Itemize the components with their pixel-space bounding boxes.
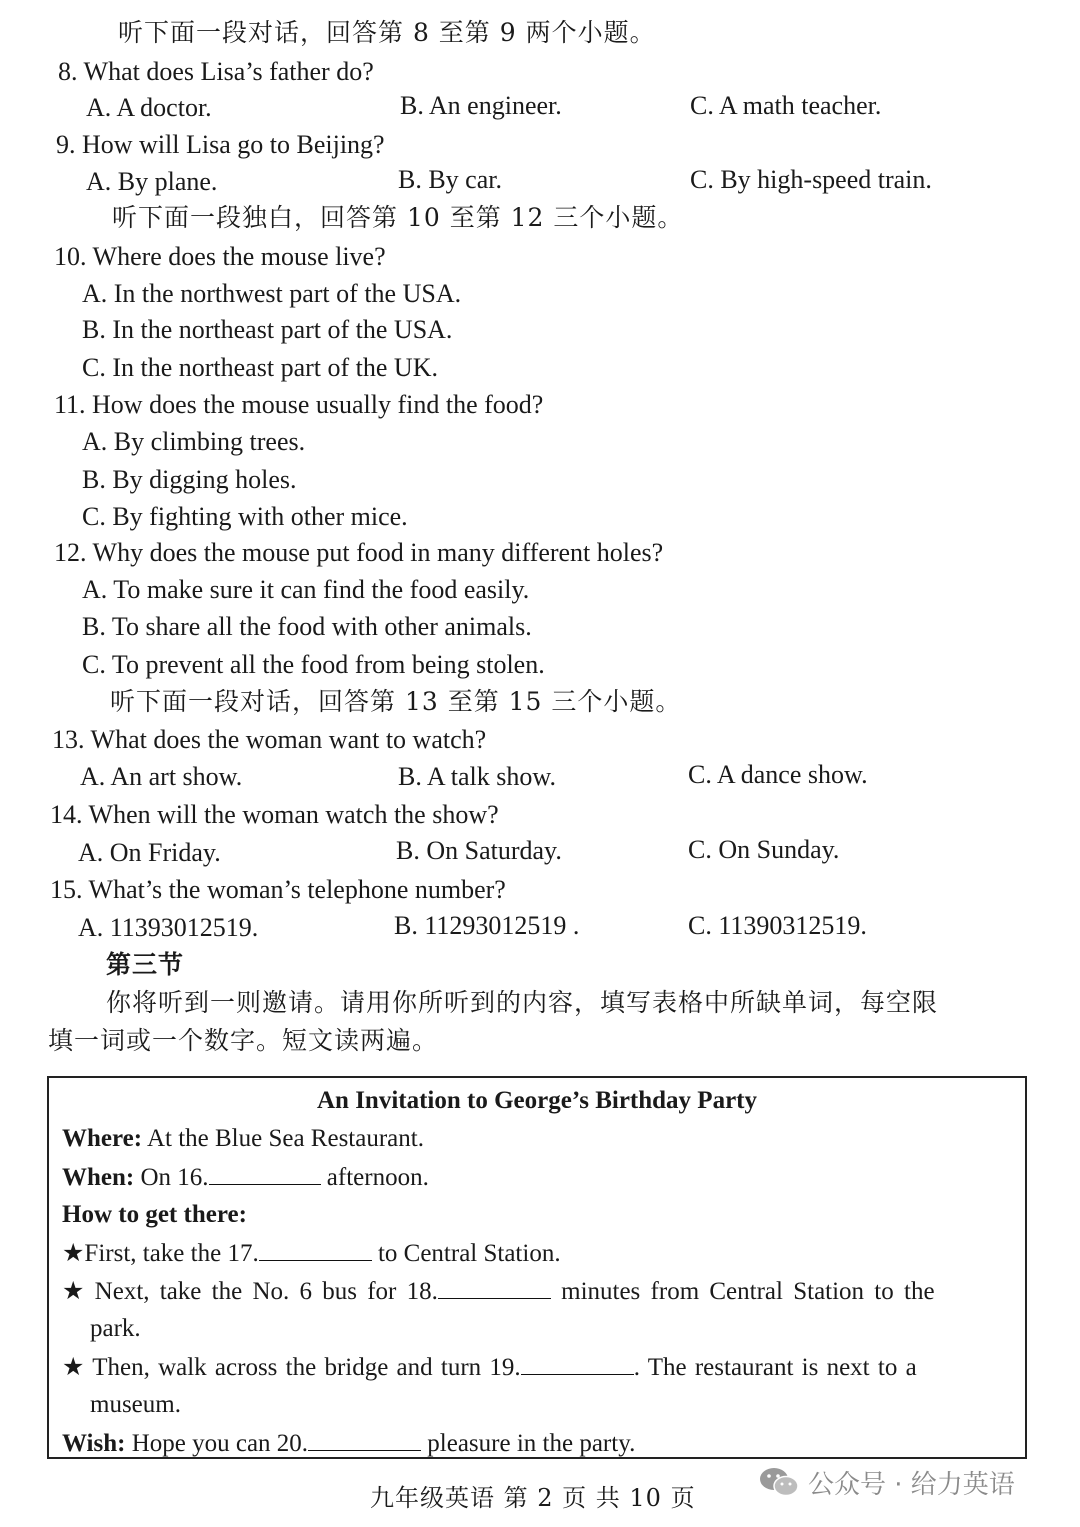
question-14: 14. When will the woman watch the show? xyxy=(50,800,499,829)
step3-continued: museum. xyxy=(90,1391,181,1418)
q12-option-c: C. To prevent all the food from being stolen. xyxy=(82,650,545,679)
page-footer: 九年级英语 第 2 页 共 10 页 xyxy=(370,1484,696,1512)
watermark-text: 公众号 · 给力英语 xyxy=(808,1469,1015,1500)
q12-option-a: A. To make sure it can find the food easily. xyxy=(82,575,530,604)
question-10: 10. Where does the mouse live? xyxy=(54,242,386,271)
q8-option-a: A. A doctor. xyxy=(86,93,212,122)
invitation-title: An Invitation to George’s Birthday Party xyxy=(316,1087,757,1114)
question-15: 15. What’s the woman’s telephone number? xyxy=(50,875,506,904)
question-9: 9. How will Lisa go to Beijing? xyxy=(56,130,385,159)
q14-option-a: A. On Friday. xyxy=(78,838,221,867)
blank-19[interactable] xyxy=(521,1350,634,1375)
q14-option-c: C. On Sunday. xyxy=(688,835,840,864)
q12-option-b: B. To share all the food with other animals. xyxy=(82,612,532,641)
intro-q8-9: 听下面一段对话，回答第 8 至第 9 两个小题。 xyxy=(118,18,656,47)
q13-option-a: A. An art show. xyxy=(80,762,243,791)
blank-16[interactable] xyxy=(209,1160,321,1185)
when-text-pre: On 16. xyxy=(134,1164,209,1191)
step2-pre: ★ Next, take the No. 6 bus for 18. xyxy=(62,1278,438,1305)
wish-label: Wish: xyxy=(62,1430,126,1457)
q15-option-b: B. 11293012519 . xyxy=(394,911,580,940)
watermark xyxy=(758,1462,1015,1502)
invitation-box xyxy=(47,1076,1027,1459)
wish-post: pleasure in the party. xyxy=(421,1430,636,1457)
question-12: 12. Why does the mouse put food in many different holes? xyxy=(54,538,664,567)
q11-option-b: B. By digging holes. xyxy=(82,465,297,494)
step1-post: to Central Station. xyxy=(371,1240,561,1267)
step-1 xyxy=(62,1236,561,1271)
step-3 xyxy=(62,1350,917,1385)
instruction-text-1: 你将听到一则邀请。请用你所听到的内容，填写表格中所缺单词，每空限 xyxy=(106,988,939,1017)
q9-option-c: C. By high-speed train. xyxy=(690,165,932,194)
q8-option-b: B. An engineer. xyxy=(400,91,562,120)
q8-option-c: C. A math teacher. xyxy=(690,91,882,120)
q10-option-a: A. In the northwest part of the USA. xyxy=(82,279,462,308)
q13-option-c: C. A dance show. xyxy=(688,760,868,789)
section3-instruction-line2: 填一词或一个数字。短文读两遍。 xyxy=(48,1026,439,1055)
step3-post: . The restaurant is next to a xyxy=(633,1354,917,1381)
section3-heading: 第三节 xyxy=(106,950,185,979)
blank-17[interactable] xyxy=(259,1236,372,1261)
step2-continued: park. xyxy=(90,1315,141,1342)
wish-row xyxy=(62,1426,635,1461)
blank-20[interactable] xyxy=(308,1426,421,1451)
step1-pre: ★First, take the 17. xyxy=(62,1240,259,1267)
step-2 xyxy=(62,1274,935,1309)
q9-option-b: B. By car. xyxy=(398,165,502,194)
q11-option-a: A. By climbing trees. xyxy=(82,427,306,456)
blank-18[interactable] xyxy=(438,1274,551,1299)
intro-q13-15: 听下面一段对话，回答第 13 至第 15 三个小题。 xyxy=(110,687,682,716)
q15-option-c: C. 11390312519. xyxy=(688,911,867,940)
q9-option-a: A. By plane. xyxy=(86,167,218,196)
q15-option-a: A. 11393012519. xyxy=(78,913,259,942)
how-label: How to get there: xyxy=(62,1201,247,1228)
question-11: 11. How does the mouse usually find the food? xyxy=(54,390,544,419)
step3-pre: ★ Then, walk across the bridge and turn 19. xyxy=(62,1354,521,1381)
question-13: 13. What does the woman want to watch? xyxy=(52,725,487,754)
section3-instruction-line1 xyxy=(106,986,938,1020)
when-label: When: xyxy=(62,1164,135,1191)
question-8: 8. What does Lisa’s father do? xyxy=(58,57,374,86)
q10-option-c: C. In the northeast part of the UK. xyxy=(82,353,438,382)
q14-option-b: B. On Saturday. xyxy=(396,836,562,865)
step2-post: minutes from Central Station to the xyxy=(550,1278,935,1305)
where-row xyxy=(62,1122,424,1156)
wechat-icon xyxy=(758,1465,800,1499)
when-row xyxy=(62,1160,429,1195)
intro-q10-12: 听下面一段独白，回答第 10 至第 12 三个小题。 xyxy=(112,203,684,232)
where-label: Where: xyxy=(62,1125,143,1152)
when-text-post: afternoon. xyxy=(320,1164,429,1191)
q11-option-c: C. By fighting with other mice. xyxy=(82,502,408,531)
q13-option-b: B. A talk show. xyxy=(398,762,556,791)
q10-option-b: B. In the northeast part of the USA. xyxy=(82,315,453,344)
where-text: At the Blue Sea Restaurant. xyxy=(142,1125,424,1152)
wish-pre: Hope you can 20. xyxy=(125,1430,309,1457)
